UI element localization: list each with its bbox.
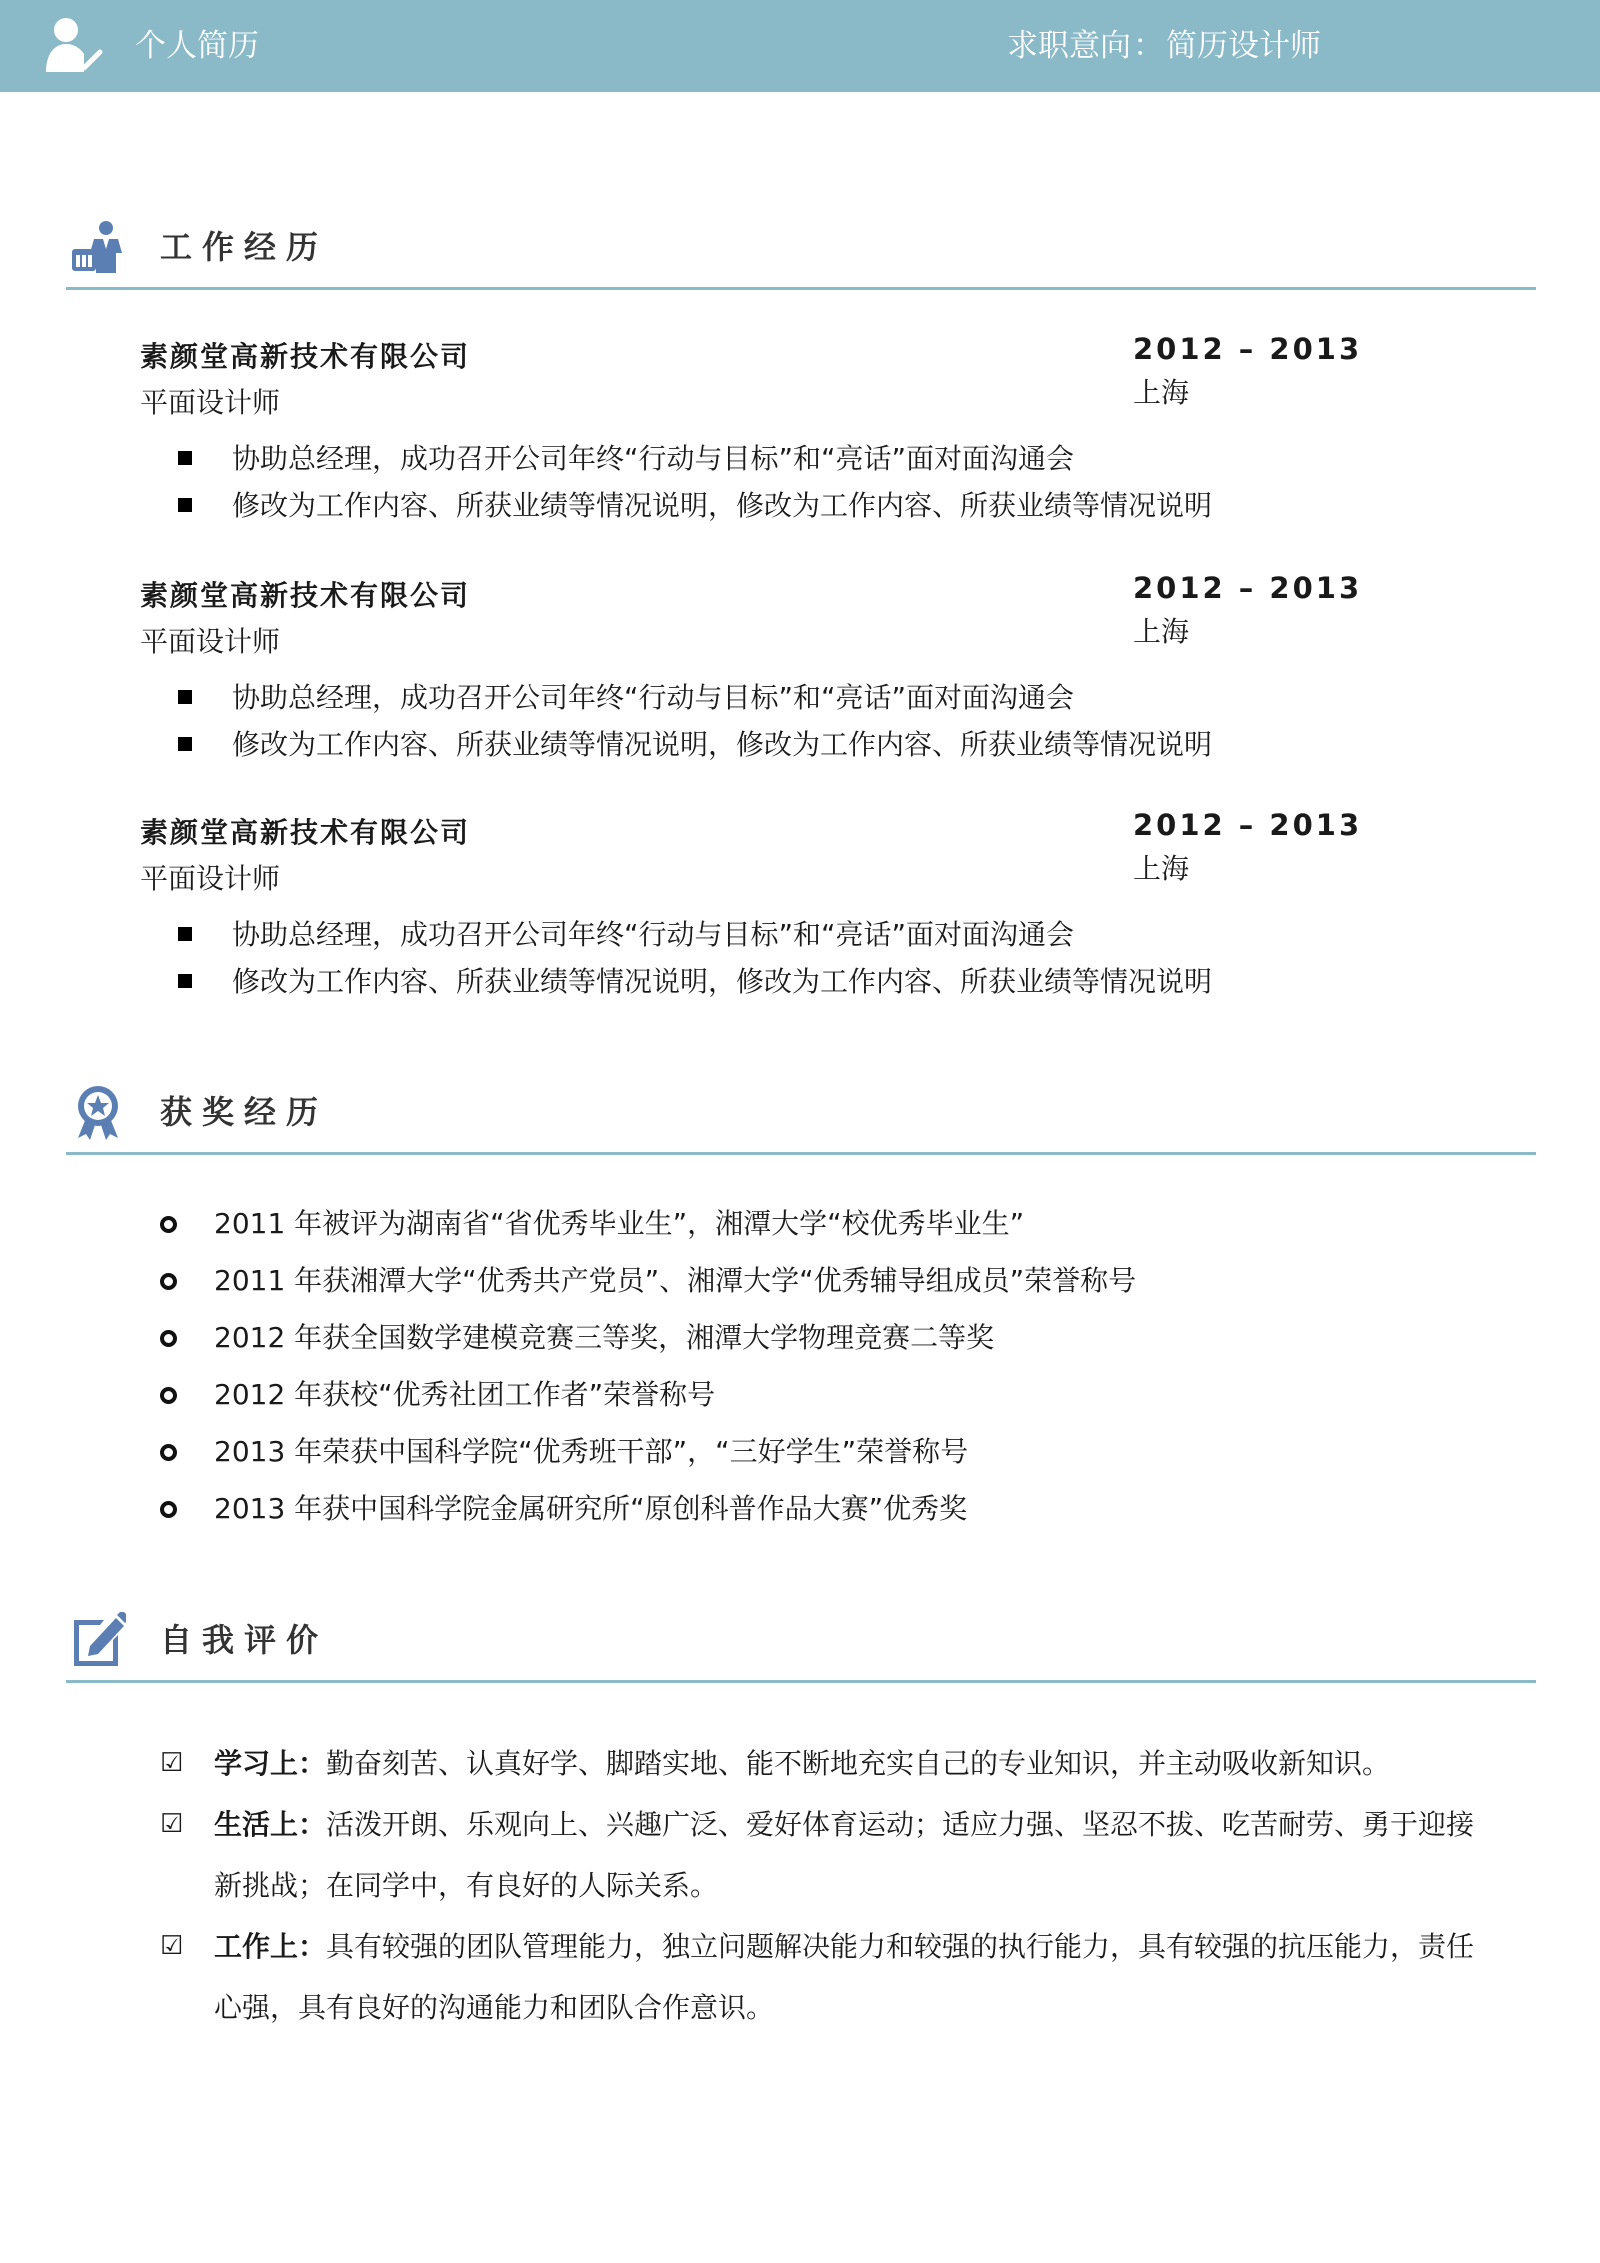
- award-ribbon-icon: [70, 1084, 126, 1140]
- job-duties: [140, 435, 1212, 529]
- circle-bullet-icon: [160, 1216, 177, 1233]
- job-entry: [140, 808, 1400, 1045]
- job-city: 上海: [1133, 615, 1190, 648]
- awards-section-header: [66, 1084, 1536, 1164]
- self-eval-label: 学习上：: [214, 1747, 327, 1780]
- self-eval-item: [160, 1733, 1490, 1794]
- worker-icon: [70, 219, 126, 275]
- job-duty-text: 修改为工作内容、所获业绩等情况说明，修改为工作内容、所获业绩等情况说明: [232, 489, 1213, 522]
- job-entry: [140, 332, 1400, 569]
- job-company: 素颜堂高新技术有限公司: [140, 340, 471, 373]
- self-eval-section-divider: [66, 1680, 1536, 1683]
- self-eval-label: 工作上：: [214, 1930, 327, 1963]
- self-eval-item: [160, 1794, 1490, 1916]
- resume-title: 个人简历: [135, 28, 259, 64]
- job-city: 上海: [1133, 852, 1190, 885]
- award-item: [160, 1252, 1136, 1309]
- job-intent-separator: ：: [1133, 28, 1164, 64]
- checkbox-checked-icon: ☑: [160, 1931, 184, 1961]
- square-bullet-icon: [178, 974, 192, 988]
- self-eval-text: 活泼开朗、乐观向上、兴趣广泛、爱好体育运动；适应力强、坚忍不拔、吃苦耐劳、勇于迎接新挑战；在同学中，有良好的人际关系。: [214, 1808, 1475, 1902]
- job-entry: [140, 571, 1400, 808]
- work-section-header: [66, 219, 1536, 299]
- awards-section-divider: [66, 1152, 1536, 1155]
- award-text: 2012 年获全国数学建模竞赛三等奖，湘潭大学物理竞赛二等奖: [214, 1321, 995, 1354]
- circle-bullet-icon: [160, 1501, 177, 1518]
- self-eval-section-title: 自我评价: [160, 1621, 329, 1659]
- checkbox-checked-icon: ☑: [160, 1809, 184, 1839]
- award-text: 2013 年荣获中国科学院“优秀班干部”，“三好学生”荣誉称号: [214, 1435, 969, 1468]
- circle-bullet-icon: [160, 1387, 177, 1404]
- award-item: [160, 1366, 1136, 1423]
- award-item: [160, 1480, 1136, 1537]
- job-duties: [140, 674, 1212, 768]
- checkbox-checked-icon: ☑: [160, 1748, 184, 1778]
- award-item: [160, 1423, 1136, 1480]
- job-period: 2012 – 2013: [1133, 332, 1363, 366]
- job-period: 2012 – 2013: [1133, 571, 1363, 605]
- square-bullet-icon: [178, 451, 192, 465]
- edit-pencil-icon: [70, 1612, 126, 1668]
- job-city: 上海: [1133, 376, 1190, 409]
- self-eval-section-header: [66, 1612, 1536, 1692]
- job-position: 平面设计师: [140, 625, 281, 658]
- job-period: 2012 – 2013: [1133, 808, 1363, 842]
- award-text: 2013 年获中国科学院金属研究所“原创科普作品大赛”优秀奖: [214, 1492, 968, 1525]
- job-duty-item: [140, 482, 1212, 529]
- awards-section-title: 获奖经历: [160, 1093, 329, 1131]
- job-duty-text: 修改为工作内容、所获业绩等情况说明，修改为工作内容、所获业绩等情况说明: [232, 728, 1213, 761]
- circle-bullet-icon: [160, 1444, 177, 1461]
- job-duty-text: 修改为工作内容、所获业绩等情况说明，修改为工作内容、所获业绩等情况说明: [232, 965, 1213, 998]
- job-duty-item: [140, 911, 1212, 958]
- job-intent-label: 求职意向: [1007, 28, 1131, 64]
- self-eval-label: 生活上：: [214, 1808, 327, 1841]
- square-bullet-icon: [178, 737, 192, 751]
- square-bullet-icon: [178, 690, 192, 704]
- job-company: 素颜堂高新技术有限公司: [140, 579, 471, 612]
- self-eval-text: 具有较强的团队管理能力，独立问题解决能力和较强的执行能力，具有较强的抗压能力，责任心强，具有良好的沟通能力和团队合作意识。: [214, 1930, 1475, 2024]
- job-duty-item: [140, 674, 1212, 721]
- job-intent-value: 简历设计师: [1166, 28, 1321, 64]
- award-text: 2011 年被评为湖南省“省优秀毕业生”，湘潭大学“校优秀毕业生”: [214, 1207, 1025, 1240]
- work-section-title: 工作经历: [160, 228, 329, 266]
- self-eval-item: [160, 1916, 1490, 2038]
- self-eval-list: [160, 1733, 1490, 2038]
- job-duty-text: 协助总经理，成功召开公司年终“行动与目标”和“亮话”面对面沟通会: [232, 918, 1075, 951]
- job-intent: [1007, 26, 1321, 66]
- circle-bullet-icon: [160, 1330, 177, 1347]
- work-section-divider: [66, 287, 1536, 290]
- self-eval-text: 勤奋刻苦、认真好学、脚踏实地、能不断地充实自己的专业知识，并主动吸收新知识。: [326, 1747, 1391, 1780]
- award-text: 2011 年获湘潭大学“优秀共产党员”、湘潭大学“优秀辅导组成员”荣誉称号: [214, 1264, 1137, 1297]
- job-duty-text: 协助总经理，成功召开公司年终“行动与目标”和“亮话”面对面沟通会: [232, 681, 1075, 714]
- job-duty-item: [140, 721, 1212, 768]
- job-position: 平面设计师: [140, 862, 281, 895]
- awards-list: [160, 1195, 1136, 1537]
- square-bullet-icon: [178, 927, 192, 941]
- job-position: 平面设计师: [140, 386, 281, 419]
- award-text: 2012 年获校“优秀社团工作者”荣誉称号: [214, 1378, 716, 1411]
- circle-bullet-icon: [160, 1273, 177, 1290]
- job-duties: [140, 911, 1212, 1005]
- job-company: 素颜堂高新技术有限公司: [140, 816, 471, 849]
- job-duty-item: [140, 435, 1212, 482]
- job-duty-text: 协助总经理，成功召开公司年终“行动与目标”和“亮话”面对面沟通会: [232, 442, 1075, 475]
- award-item: [160, 1309, 1136, 1366]
- job-duty-item: [140, 958, 1212, 1005]
- award-item: [160, 1195, 1136, 1252]
- square-bullet-icon: [178, 498, 192, 512]
- user-check-icon: [44, 16, 104, 74]
- header-bar: [0, 0, 1600, 92]
